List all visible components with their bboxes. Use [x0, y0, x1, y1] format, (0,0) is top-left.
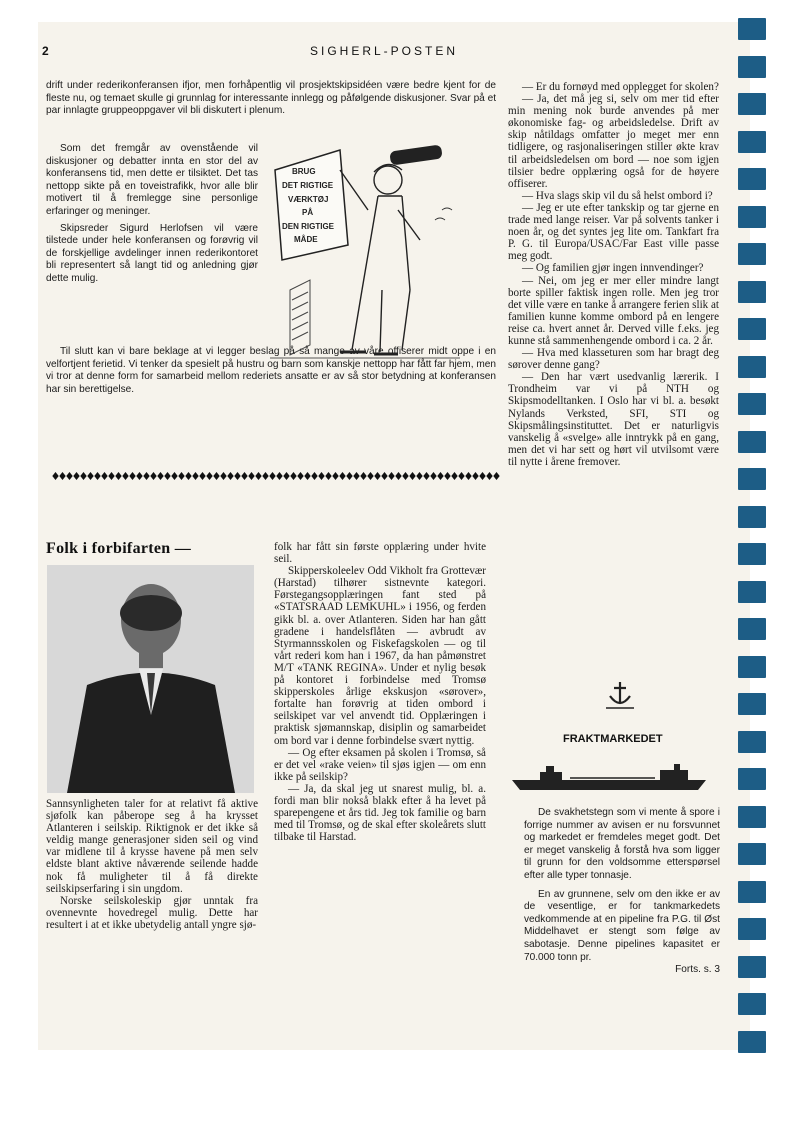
binding-tab [738, 281, 766, 303]
divider-diamond [248, 472, 254, 480]
binding-tab [738, 581, 766, 603]
fraktmarkedet-paragraph-1: De svakhetstegn som vi mente å spore i forrige nummer av avisen er nu forsvunnet og markedet er fremdeles meget godt. Det er meget vanskelig å forstå hva som ligger til grunn for den voldsomme etterspørsel efter alle typer tonnasje. [524, 807, 720, 881]
divider-diamond [381, 472, 387, 480]
article-col2-paragraph-2: Skipperskoleelev Odd Vikholt fra Grottevær (Harstad) tilhører sistnevnte kategori. Førstegangsopplæringen fant sted på «STATSRAAD LEMKUHL» i 1956, og ferden gikk bl. a. over Atlanteren. Siden har han gått gradene i handelsflåten — avbrudt av Styrmannsskolen og Fiskefagskolen — og til vårt rederi kom han i 1967, da han påmønstret M/T «TANK REGINA». Under et nylig besøk på kontoret i forbindelse med Tromsø skipperskoles årlige ekskusjon «sørover», fortalte han forøvrig at tiden ombord i seilskipet var vel anvendt tid. Opplæringen i praktisk sjømannskap, disiplin og samarbeidet om bord var i denne forbindelse svært nyttig. [274, 565, 486, 747]
divider-diamond [493, 472, 499, 480]
divider-diamond [185, 472, 191, 480]
intro-paragraph-2: Som det fremgår av ovenstående vil diskusjoner og debatter innta en stor del av konferansens tid, men dette er tilsiktet. Det tas nettopp sikte på en toveistrafikk, hvor alle blir motivert til å fremlegge sine personlige erfaringer og meninger. [46, 143, 258, 217]
article-column-2 [274, 541, 486, 843]
divider-diamond [94, 472, 100, 480]
divider-diamond [269, 472, 275, 480]
divider-diamond [255, 472, 261, 480]
article-column-3 [508, 81, 719, 468]
binding-tab [738, 618, 766, 640]
binding-tab [738, 131, 766, 153]
sign-line-6: MÅDE [294, 235, 318, 244]
divider-diamond [276, 472, 282, 480]
divider-diamond [346, 472, 352, 480]
divider-diamond [409, 472, 415, 480]
divider-diamond [87, 472, 93, 480]
divider-diamond [437, 472, 443, 480]
article-col3-paragraph-4: — Jeg er ute efter tankskip og tar gjerne en trade med lange reiser. Var på solvents tanker i noen år, og det syntes jeg lite om. Tankfart fra P. G. til Europa/USAC/Far East ville passe meg godt. [508, 201, 719, 263]
fraktmarkedet-text [524, 807, 720, 977]
binding-tab [738, 468, 766, 490]
article-col3-paragraph-1: — Er du fornøyd med opplegget for skolen? [522, 81, 719, 93]
binding-tab [738, 506, 766, 528]
binding-tab [738, 881, 766, 903]
article-col3-paragraph-6: — Nei, om jeg er mer eller mindre langt borte spiller faktisk ingen rolle. Men jeg tror det ville være en tanke å arrangere ferien slik at familien kunne komme ombord på en lengere reise ca. hvert annet år. Derved ville f.eks. jeg kunne stå sammenhengende ombord i ca. 2 år. [508, 274, 719, 347]
page-number: 2 [42, 44, 49, 58]
divider-diamond [52, 472, 58, 480]
divider-diamond [304, 472, 310, 480]
divider-diamond [486, 472, 492, 480]
binding-tab [738, 93, 766, 115]
article-col1-paragraph-1: Sannsynligheten taler for at relativt få aktive sjøfolk kan påberope seg å ha krysset Atlanteren i seilskip. Riktignok er det ikke så veldig mange generasjoner siden seil og vind var midlene til å krysse havene på men selv eldste blant aktive nåværende seilende hadde nok få muligheter til å få direkte seilskipserfaring i sin ungdom. [46, 798, 258, 895]
divider-diamond [199, 472, 205, 480]
divider-diamond [136, 472, 142, 480]
divider-diamond [157, 472, 163, 480]
intro-paragraph-1: drift under rederikonferansen ifjor, men forhåpentlig vil prosjektskipsidéen være bedre kjent for de fleste nu, og temaet skulle gi grunnlag for interessante innlegg og påfølgende diskusjoner. Svar på et par innlagte gruppeoppgaver vil bli diskutert i plenum. [46, 80, 497, 117]
article-col2-paragraph-4: — Ja, da skal jeg ut snarest mulig, bl. a. fordi man blir nokså blakk efter å ha levet på sparepengene et års tid. Jeg tok familie og barn med til Tromsø, og de skal efter skoleårets slutt tilbake til Harstad. [274, 782, 486, 844]
intro-paragraph-3: Skipsreder Sigurd Herlofsen vil være tilstede under hele konferansen og forøvrig vil de forskjellige avdelinger innen rederikontoret bli representert så langt tid og anledning gjør dette mulig. [46, 222, 258, 284]
divider-diamond [388, 472, 394, 480]
sign-line-4: PÅ [302, 208, 314, 217]
tanker-ship-icon [510, 762, 710, 792]
binding-tab [738, 206, 766, 228]
article-col2-paragraph-1: folk har fått sin første opplæring under hvite seil. [274, 541, 486, 566]
divider-diamond [479, 472, 485, 480]
divider-diamond [108, 472, 114, 480]
fraktmarkedet-heading: FRAKTMARKEDET [563, 733, 663, 745]
anchor-emblem-icon [604, 680, 636, 710]
binding-tab [738, 693, 766, 715]
divider-diamond [325, 472, 331, 480]
divider-diamond [360, 472, 366, 480]
binding-tab [738, 956, 766, 978]
divider-diamond [367, 472, 373, 480]
binding-tab [738, 918, 766, 940]
binding-tab [738, 393, 766, 415]
binding-tab [738, 243, 766, 265]
publication-title: SIGHERL-POSTEN [310, 44, 459, 58]
divider-diamond [353, 472, 359, 480]
divider-diamond [220, 472, 226, 480]
article-col3-paragraph-7: — Hva med klasseturen som har bragt deg sørover denne gang? [508, 347, 719, 372]
sign-line-5: DEN RIGTIGE [282, 222, 335, 231]
sign-line-1: BRUG [292, 167, 316, 176]
binding-tab [738, 806, 766, 828]
divider-diamond [339, 472, 345, 480]
divider-diamond [59, 472, 65, 480]
divider-diamond [283, 472, 289, 480]
sign-line-2: DET RIGTIGE [282, 181, 334, 190]
binding-tab [738, 543, 766, 565]
article-col3-paragraph-5: — Og familien gjør ingen innvendinger? [522, 262, 704, 275]
binding-tab [738, 431, 766, 453]
divider-diamond [311, 472, 317, 480]
divider-diamond [465, 472, 471, 480]
divider-diamond [241, 472, 247, 480]
fraktmarkedet-paragraph-2: En av grunnene, selv om den ikke er av de vesentlige, er for tankmarkedets vedkommende at en pipeline fra P.G. til Øst Middelhavet er stengt som følge av sabotasje. Denne pipelines kapasitet er 70.000 tonn pr. [524, 888, 720, 963]
intro-paragraph-4: Til slutt kan vi bare beklage at vi legger beslag på så mange av våre offiserer midt oppe i en velfortjent ferietid. Vi tenker da spesielt på hustru og barn som kanskje nettopp har fått far hjem, men vi tror at denne form for samarbeid mellom rederiets ansatte er av så stor betydning at konferansen har sin berettigelse. [46, 346, 496, 395]
divider-diamond [430, 472, 436, 480]
binding-tab [738, 731, 766, 753]
divider-diamond [451, 472, 457, 480]
divider-diamond [66, 472, 72, 480]
divider-diamond [164, 472, 170, 480]
article-col3-paragraph-8: — Den har vært usedvanlig lærerik. I Trondheim var vi på NTH og Skipsmodelltanken. I Oslo har vi bl. a. besøkt Nylands Verksted, SFI, STI og Skipsmålingsinstituttet. Det er naturligvis vanskelig å «svelge» alle inntrykk på en gang, men det vi har sett og hørt vil utvilsomt være til nytte i årene fremover. [508, 371, 719, 468]
divider-diamond [143, 472, 149, 480]
binding-tab [738, 843, 766, 865]
cartoon-illustration [270, 140, 460, 365]
binding-tab [738, 56, 766, 78]
divider-diamond [80, 472, 86, 480]
divider-diamond [101, 472, 107, 480]
binding-tab [738, 1031, 766, 1053]
divider-diamond [416, 472, 422, 480]
divider-diamond [178, 472, 184, 480]
divider-diamond [234, 472, 240, 480]
divider-diamond [318, 472, 324, 480]
divider-diamond [171, 472, 177, 480]
divider-diamond [402, 472, 408, 480]
binding-tab [738, 993, 766, 1015]
divider-diamond [332, 472, 338, 480]
article-col2-paragraph-3: — Og efter eksamen på skolen i Tromsø, så er det vel «rake veien» til sjøs igjen — om enn ikke på seilskip? [274, 746, 486, 783]
divider-diamond [395, 472, 401, 480]
article-heading: Folk i forbifarten — [46, 540, 192, 557]
binding-tab [738, 18, 766, 40]
divider-diamond [227, 472, 233, 480]
binding-tab [738, 318, 766, 340]
divider-diamond [213, 472, 219, 480]
divider-diamond [290, 472, 296, 480]
continued-reference: Forts. s. 3 [675, 964, 720, 976]
divider-diamond [192, 472, 198, 480]
section-divider [52, 471, 502, 481]
divider-diamond [458, 472, 464, 480]
binding-tab [738, 168, 766, 190]
portrait-photo [47, 565, 254, 793]
divider-diamond [115, 472, 121, 480]
sign-line-3: VÆRKTØJ [288, 195, 329, 204]
divider-diamond [73, 472, 79, 480]
spiral-binding [738, 10, 768, 1050]
article-col1-paragraph-2: Norske seilskoleskip gjør unntak fra ovennevnte hovedregel mulig. Dette har resultert i at et ikke ubetydelig antall yngre sjø- [46, 894, 258, 931]
divider-diamond [423, 472, 429, 480]
binding-tab [738, 656, 766, 678]
binding-tab [738, 768, 766, 790]
article-column-1 [46, 798, 258, 931]
divider-diamond [262, 472, 268, 480]
divider-diamond [206, 472, 212, 480]
article-col3-paragraph-3: — Hva slags skip vil du så helst ombord i? [522, 189, 713, 202]
portrait-person-icon [47, 565, 254, 793]
article-col3-paragraph-2: — Ja, det må jeg si, selv om mer tid efter min mening nok burde anvendes på mer økonomiske fag- og arbeidsledelse. Drift av skip nåtildags omfatter jo meget mer enn tidligere, og rasjonaliseringen stiller økte krav til arbeidsledelsen om bord — noe som igjen tilsier bedre opplæring også for de høyere offiserer. [508, 93, 719, 190]
binding-tab [738, 356, 766, 378]
divider-diamond [472, 472, 478, 480]
divider-diamond [297, 472, 303, 480]
divider-diamond [122, 472, 128, 480]
divider-diamond [444, 472, 450, 480]
divider-diamond [129, 472, 135, 480]
intro-column-left [46, 143, 258, 286]
divider-diamond [374, 472, 380, 480]
divider-diamond [150, 472, 156, 480]
